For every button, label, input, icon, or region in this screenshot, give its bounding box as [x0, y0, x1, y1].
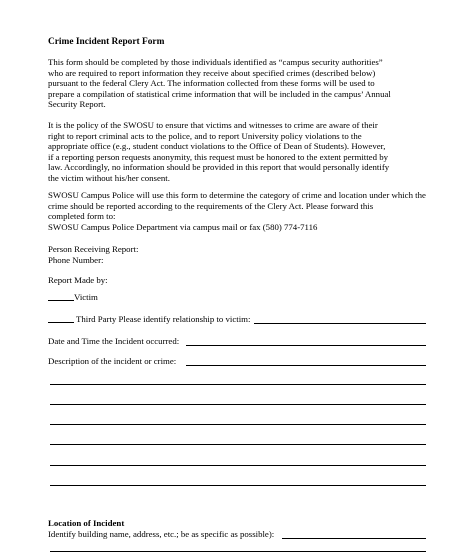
victim-label: Victim [74, 292, 98, 302]
location-title: Location of Incident [48, 518, 125, 528]
description-line[interactable] [50, 404, 426, 405]
policy-paragraph [48, 120, 420, 183]
description-label: Description of the incident or crime: [48, 356, 177, 366]
date-time-label: Date and Time the Incident occurred: [48, 336, 180, 346]
intro-paragraph [48, 57, 420, 110]
policy-line: It is the policy of the SWOSU to ensure that victims and witnesses to crime are aware of their [48, 120, 378, 130]
intro-line: Security Report. [48, 99, 106, 109]
police-line: SWOSU Campus Police will use this form to determine the category of crime and location under which the [48, 190, 426, 200]
policy-line: right to report criminal acts to the police, and to report University policy violations to the [48, 130, 362, 141]
form-title: Crime Incident Report Form [48, 37, 165, 47]
location-prompt: Identify building name, address, etc.; be as specific as possible): [48, 529, 275, 539]
intro-line: pursuant to the federal Clery Act. The information collected from these forms will be used to [48, 78, 375, 88]
report-made-by-label: Report Made by: [48, 275, 108, 285]
description-line[interactable] [50, 485, 426, 486]
police-line: SWOSU Campus Police Department via campus mail or fax (580) 774-7116 [48, 221, 318, 232]
policy-line: if a reporting person requests anonymity, this request must be honored to the extent permitted by [48, 151, 388, 162]
phone-number-label: Phone Number: [48, 255, 104, 265]
description-field[interactable] [186, 365, 426, 366]
location-field[interactable] [282, 538, 426, 539]
third-party-label: Third Party Please identify relationship to victim: [76, 314, 251, 324]
intro-line: who are required to report information they receive about specified crimes (described below) [48, 67, 376, 78]
policy-line: appropriate office (e.g., student conduct violations to the Office of Dean of Students). However, [48, 141, 386, 151]
location-line[interactable] [50, 551, 426, 552]
date-time-field[interactable] [186, 345, 426, 346]
victim-checkbox-line[interactable] [48, 300, 74, 301]
relationship-field[interactable] [254, 323, 426, 324]
intro-line: prepare a compilation of statistical crime information that will be included in the campus’ Annual [48, 88, 391, 99]
policy-line: the victim without his/her consent. [48, 172, 170, 183]
description-line[interactable] [50, 465, 426, 466]
description-line[interactable] [50, 424, 426, 425]
intro-line: This form should be completed by those individuals identified as “campus security authorities” [48, 57, 383, 67]
description-line[interactable] [50, 444, 426, 445]
policy-line: law. Accordingly, no information should be provided in this report that would personally identify [48, 162, 390, 172]
police-paragraph [48, 190, 426, 232]
police-line: completed form to: [48, 211, 116, 221]
description-line[interactable] [50, 384, 426, 385]
police-line: crime should be reported according to the requirements of the Clery Act. Please forward this [48, 200, 374, 211]
person-receiving-label: Person Receiving Report: [48, 244, 139, 254]
third-party-checkbox-line[interactable] [48, 322, 74, 323]
